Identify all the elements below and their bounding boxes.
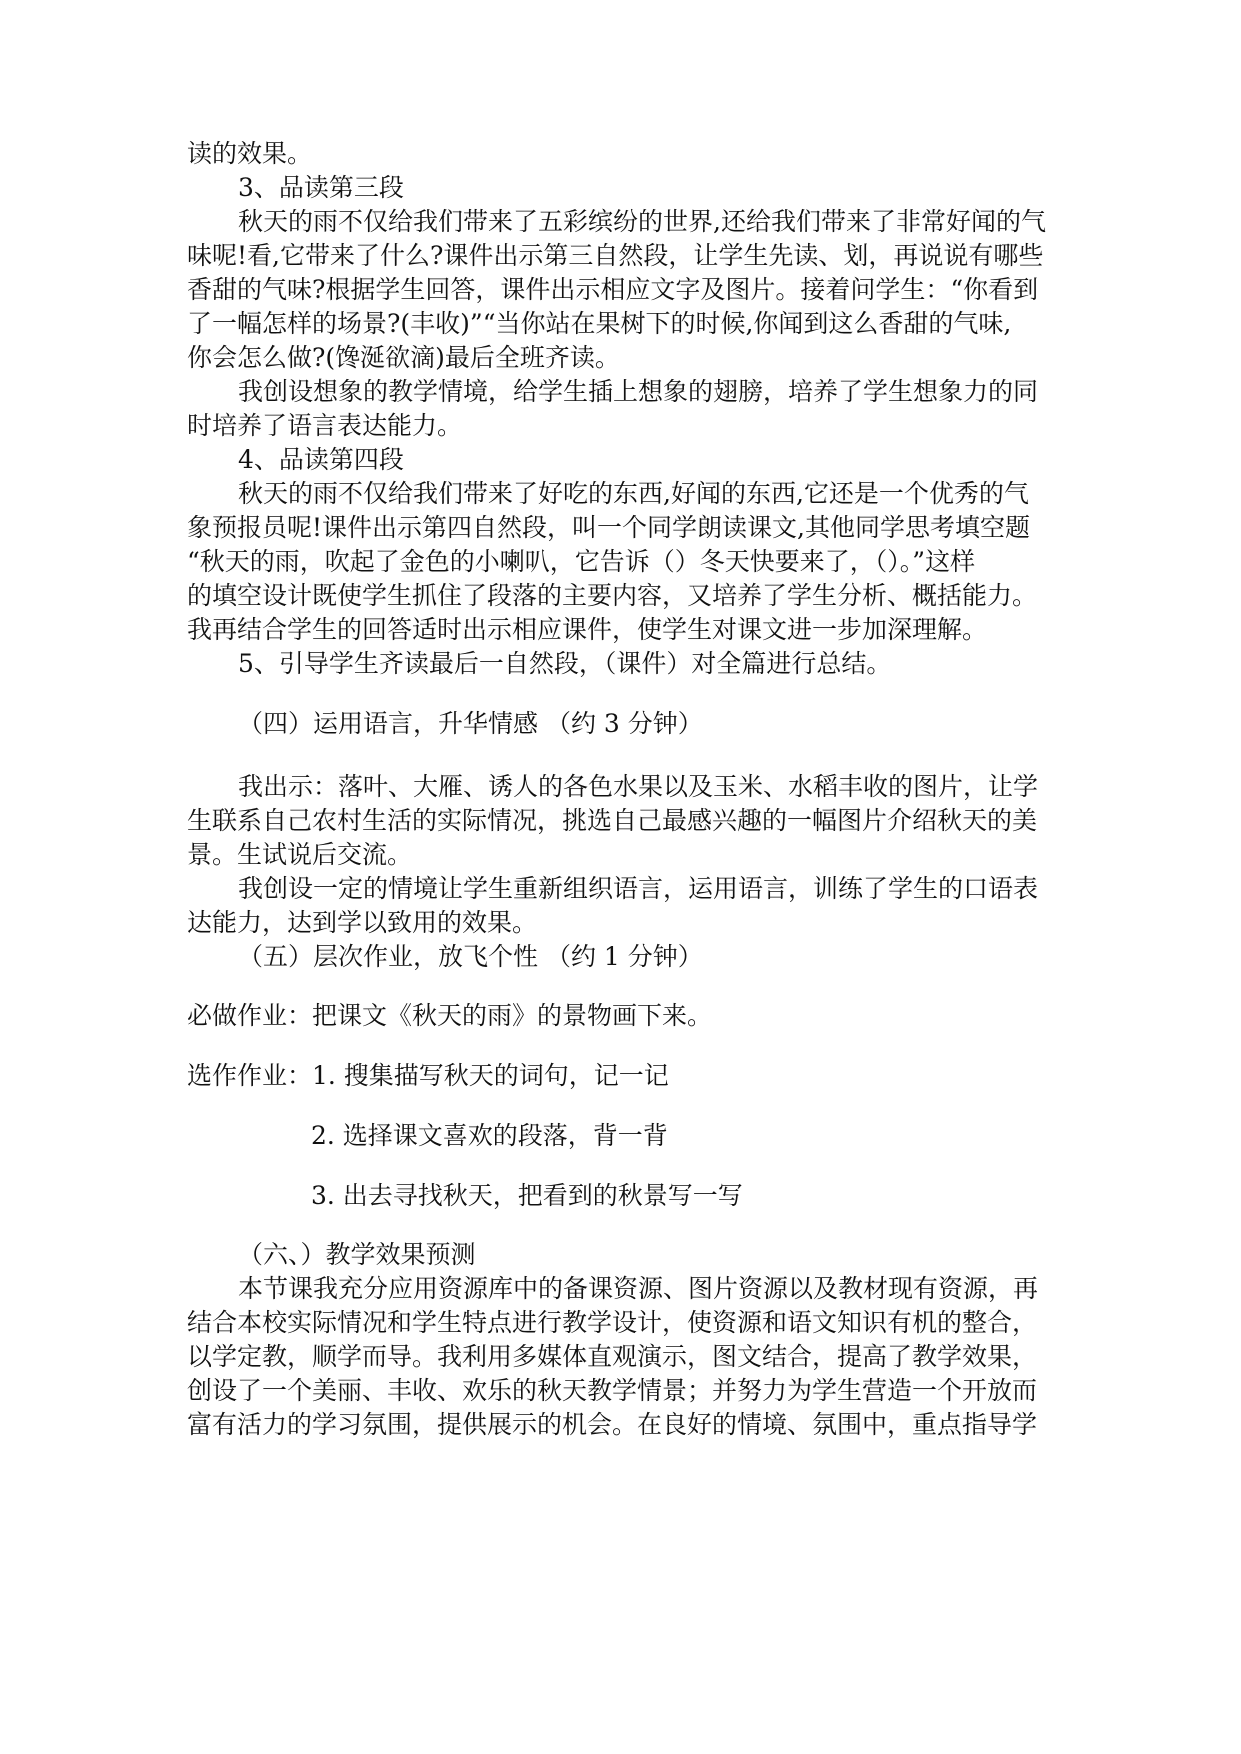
text-line: 读的效果。 <box>187 139 313 168</box>
section-heading: 5、引导学生齐读最后一自然段，（课件）对全篇进行总结。 <box>238 649 892 678</box>
text-line: 味呢!看,它带来了什么?课件出示第三自然段，让学生先读、划，再说说有哪些 <box>187 241 1044 270</box>
text-line: 秋天的雨不仅给我们带来了五彩缤纷的世界,还给我们带来了非常好闻的气 <box>238 207 1046 236</box>
text-line: 结合本校实际情况和学生特点进行教学设计，使资源和语文知识有机的整合， <box>187 1308 1038 1337</box>
text-line: 我创设一定的情境让学生重新组织语言，运用语言，训练了学生的口语表 <box>238 874 1039 903</box>
text-line: 富有活力的学习氛围，提供展示的机会。在良好的情境、氛围中，重点指导学 <box>187 1410 1038 1439</box>
homework-optional: 选作作业：1. 搜集描写秋天的词句，记一记 <box>187 1061 669 1090</box>
text-line: 象预报员呢!课件出示第四自然段，叫一个同学朗读课文,其他同学思考填空题 <box>187 513 1030 542</box>
text-line: 以学定教，顺学而导。我利用多媒体直观演示，图文结合，提高了教学效果， <box>187 1342 1038 1371</box>
section-heading: 4、品读第四段 <box>238 445 404 474</box>
text-line: 秋天的雨不仅给我们带来了好吃的东西,好闻的东西,它还是一个优秀的气 <box>238 479 1029 508</box>
text-line: 香甜的气味?根据学生回答，课件出示相应文字及图片。接着问学生：“你看到 <box>187 275 1039 304</box>
text-line: 你会怎么做?(馋涎欲滴)最后全班齐读。 <box>187 343 620 372</box>
homework-optional-item: 2. 选择课文喜欢的段落，背一背 <box>311 1121 668 1150</box>
text-line: 了一幅怎样的场景?(丰收)”“当你站在果树下的时候,你闻到这么香甜的气味, <box>187 309 1012 338</box>
text-line: “秋天的雨，吹起了金色的小喇叭，它告诉（）冬天快要来了，（）。”这样 <box>187 547 976 576</box>
text-line: 本节课我充分应用资源库中的备课资源、图片资源以及教材现有资源，再 <box>238 1274 1039 1303</box>
section-heading: 3、品读第三段 <box>238 173 404 202</box>
section-heading: （五）层次作业，放飞个性 （约 1 分钟） <box>238 942 703 971</box>
text-line: 达能力，达到学以致用的效果。 <box>187 908 538 937</box>
text-line: 我出示：落叶、大雁、诱人的各色水果以及玉米、水稻丰收的图片，让学 <box>238 772 1039 801</box>
text-line: 的填空设计既使学生抓住了段落的主要内容，又培养了学生分析、概括能力。 <box>187 581 1038 610</box>
text-line: 我再结合学生的回答适时出示相应课件，使学生对课文进一步加深理解。 <box>187 615 988 644</box>
text-line: 景。生试说后交流。 <box>187 840 413 869</box>
homework-required: 必做作业：把课文《秋天的雨》的景物画下来。 <box>187 1001 713 1030</box>
text-line: 生联系自己农村生活的实际情况，挑选自己最感兴趣的一幅图片介绍秋天的美 <box>187 806 1038 835</box>
homework-optional-item: 3. 出去寻找秋天，把看到的秋景写一写 <box>311 1181 743 1210</box>
text-line: 我创设想象的教学情境，给学生插上想象的翅膀，培养了学生想象力的同 <box>238 377 1039 406</box>
section-heading: （六、）教学效果预测 <box>238 1240 476 1269</box>
section-heading: （四）运用语言，升华情感 （约 3 分钟） <box>238 709 703 738</box>
text-line: 时培养了语言表达能力。 <box>187 411 463 440</box>
text-line: 创设了一个美丽、丰收、欢乐的秋天教学情景；并努力为学生营造一个开放而 <box>187 1376 1038 1405</box>
